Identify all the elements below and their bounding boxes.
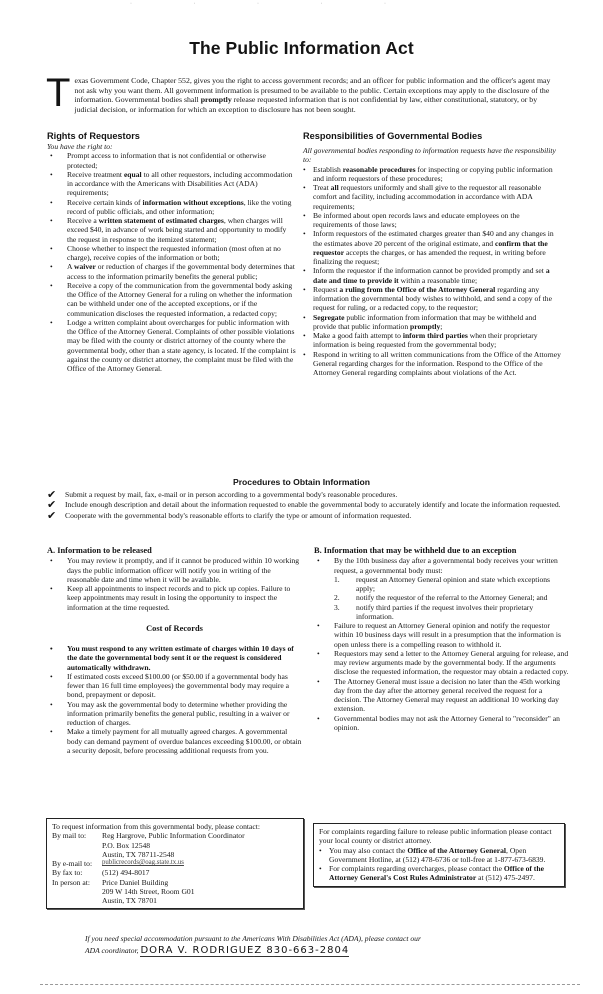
cost-list	[47, 644, 302, 755]
complaints-list	[319, 846, 559, 883]
responsibilities-list	[303, 165, 561, 378]
drop-cap: T	[46, 71, 71, 115]
section-b-item: • By the 10th business day after a governmental body receives your written request, a governmental body must:	[314, 556, 569, 575]
cost-item: • Make a timely payment for all mutually agreed charges. A governmental body can demand payment of overdue balances exceeding $100.00, or obtain a security deposit, before processing additional requests from you.	[47, 727, 302, 755]
procedure-item: ✔ Cooperate with the governmental body's reasonable efforts to clarify the type or amount of information requested.	[47, 508, 412, 522]
scan-artifact: · · · · ·	[130, 1, 416, 7]
cost-item: • You may ask the governmental body to determine whether providing the information primarily benefits the general public, resulting in a waiver or reduction of charges.	[47, 700, 302, 728]
contact-label: By e-mail to:	[52, 859, 93, 868]
checkmark-icon: ✔	[47, 508, 57, 522]
contact-label: By fax to:	[52, 868, 83, 878]
complaints-intro: For complaints regarding failure to release public information please contact your local county or district attorney.	[319, 827, 552, 846]
intro-paragraph: Texas Government Code, Chapter 552, gives you the right to access government records; and an officer for public information and the officer's agent may not ask why you want them. All government information is presumed to be available to the public. Certain exceptions may apply to the disclosure of the information. Governmental bodies shall promptly release requested information that is not confidential by law, either constitutional, statutory, or by judicial decision, or information for which an exception to disclosure has not been sought.	[46, 71, 551, 115]
rights-item: • Receive certain kinds of information without exceptions, like the voting record of public officials, and other information;	[47, 198, 297, 217]
section-b-list	[314, 556, 569, 575]
cost-item: • If estimated costs exceed $100.00 (or $50.00 if a governmental body has fewer than 16 full time employees) the governmental body may require a bond, prepayment or deposit.	[47, 672, 302, 700]
procedure-item: ✔ Include enough description and detail about the information requested to enable the governmental body to accurately identify and locate the information requested.	[47, 498, 561, 512]
responsibilities-section	[303, 131, 561, 377]
complaints-item: • For complaints regarding overcharges, please contact the Office of the Attorney General's Cost Rules Administrator at (512) 475-2497.	[319, 864, 559, 883]
complaints-item: • You may also contact the Office of the Attorney General, Open Government Hotline, at (512) 478-6736 or toll-free at 1-877-673-6839.	[319, 846, 559, 865]
contact-line: 209 W 14th Street, Room G01	[102, 886, 195, 896]
section-b-item: • Requestors may send a letter to the Attorney General arguing for release, and may review arguments made by the governmental body. If the arguments disclose the requested information, the requestor may obtain a redacted copy.	[314, 649, 569, 677]
ada-line-2: ADA coordinator, DORA V. RODRIGUEZ 830-663-2804	[85, 944, 350, 956]
contact-row	[52, 878, 298, 906]
section-b-step: 1. request an Attorney General opinion and state which exceptions apply;	[334, 574, 551, 593]
section-b-heading: B. Information that may be withheld due to an exception	[314, 546, 517, 555]
contact-row	[52, 831, 298, 859]
contact-heading: To request information from this governmental body, please contact:	[52, 822, 260, 831]
responsibilities-heading: Responsibilities of Governmental Bodies	[303, 131, 483, 141]
rights-subheading: You have the right to:	[47, 142, 113, 152]
contact-line: Austin, TX 78701	[102, 896, 157, 905]
rights-item: • Lodge a written complaint about overcharges for public information with the Office of the Attorney General. Complaints of other possible violations may be filed with the county or district attorney of the county where the governmental body, other than a state agency, is located. If the complaint is against the county or district attorney, the complaint must be filed with the Office of the Attorney General.	[47, 318, 297, 374]
rights-list	[47, 151, 297, 373]
ada-notice	[85, 934, 421, 957]
section-b-step: 2. notify the requestor of the referral to the Attorney General; and	[334, 593, 548, 603]
checkmark-icon: ✔	[47, 488, 57, 501]
section-b-item: • Failure to request an Attorney General opinion and notify the requestor within 10 business days will result in a presumption that the information is open unless there is a compelling reason to withhold it.	[314, 621, 569, 649]
responsibility-item: • Make a good faith attempt to inform third parties when their proprietary information is being requested from the governmental body;	[303, 331, 561, 350]
responsibility-item: • Respond in writing to all written communications from the Office of the Attorney General regarding charges for the information. Respond to the Office of the Attorney General regarding complaints about violations of the Act.	[303, 350, 561, 378]
contact-label: By mail to:	[52, 831, 87, 841]
rights-item: • Receive a copy of the communication from the governmental body asking the Office of the Attorney General for a ruling on whether the information can be withheld under one of the accepted exceptions, or if the communication discloses the requested information, a redacted copy;	[47, 281, 297, 318]
rights-heading: Rights of Requestors	[47, 131, 140, 141]
rights-item: • Prompt access to information that is not confidential or otherwise protected;	[47, 151, 297, 170]
rights-item: • Choose whether to inspect the requested information (most often at no charge), receive copies of the information or both;	[47, 244, 297, 263]
contact-line: Price Daniel Building	[102, 877, 169, 887]
contact-row	[52, 859, 298, 868]
complaints-box	[313, 823, 565, 887]
section-b	[314, 546, 569, 732]
procedure-item: ✔ Submit a request by mail, fax, e-mail or in person according to a governmental body's reasonable procedures.	[47, 488, 398, 501]
section-b-item: • Governmental bodies may not ask the Attorney General to "reconsider" an opinion.	[314, 714, 569, 733]
contact-line: Reg Hargrove, Public Information Coordinator	[102, 831, 245, 841]
responsibilities-subheading: All governmental bodies responding to information requests have the responsibility to:	[303, 146, 556, 165]
section-b-steps	[314, 575, 569, 621]
responsibility-item: • Treat all requestors uniformly and shall give to the requestor all reasonable comfort and facility, including accommodation in accordance with ADA requirements;	[303, 183, 561, 211]
responsibility-item: • Request a ruling from the Office of the Attorney General regarding any information the governmental body wishes to withhold, and send a copy of the request for ruling, or a redacted copy, to the requestor;	[303, 285, 561, 313]
contact-row	[52, 868, 298, 877]
contact-box	[46, 818, 304, 909]
contact-line: Austin, TX 78711-2548	[102, 849, 175, 859]
contact-value	[102, 868, 298, 877]
section-b-item: • The Attorney General must issue a decision no later than the 45th working day from the day after the attorney general received the request for a decision. The Attorney General may request an additional 10 working day extension.	[314, 677, 569, 714]
section-b-step: 3. notify third parties if the request involves their proprietary information.	[334, 602, 534, 621]
ada-line-1: If you need special accommodation pursuant to the Americans With Disabilities Act (ADA), please contact our	[85, 934, 421, 943]
responsibility-item: • Inform the requestor if the information cannot be provided promptly and set a date and time to provide it within a reasonable time;	[303, 266, 561, 285]
responsibility-item: • Be informed about open records laws and educate employees on the requirements of those laws;	[303, 211, 561, 230]
responsibility-item: • Establish reasonable procedures for inspecting or copying public information and inform requestors of these procedures;	[303, 165, 561, 184]
section-a-list	[47, 556, 302, 612]
page-edge-line	[40, 984, 580, 985]
checkmark-icon: ✔	[47, 498, 57, 512]
procedures-list	[47, 490, 567, 521]
contact-line: P.O. Box 12548	[102, 840, 151, 850]
contact-label: In person at:	[52, 877, 90, 887]
email-link[interactable]: publicrecords@oag.state.tx.us	[102, 859, 184, 866]
section-a	[47, 546, 302, 755]
page-title: The Public Information Act	[189, 38, 414, 58]
contact-line: (512) 494-8017	[102, 868, 150, 878]
contact-value	[102, 859, 298, 868]
contact-value	[102, 831, 298, 859]
rights-section	[47, 131, 297, 373]
cost-item: • You must respond to any written estimate of charges within 10 days of the date the governmental body sent it or the request is considered automatically withdrawn.	[47, 644, 302, 672]
responsibility-item: • Segregate public information from information that may be withheld and provide that public information promptly;	[303, 313, 561, 332]
handwritten-coordinator: DORA V. RODRIGUEZ 830-663-2804	[140, 944, 350, 956]
procedures-heading: Procedures to Obtain Information	[232, 477, 371, 487]
cost-heading: Cost of Records	[146, 623, 203, 633]
rights-item: • Receive treatment equal to all other requestors, including accommodation in accordance with the Americans with Disabilities Act (ADA) requirements;	[47, 170, 297, 198]
section-a-item: • Keep all appointments to inspect records and to pick up copies. Failure to keep appointments may result in losing the opportunity to inspect the information at the time requested.	[47, 584, 302, 612]
contact-rows	[52, 831, 298, 905]
contact-value	[102, 878, 298, 906]
section-a-item: • You may review it promptly, and if it cannot be produced within 10 working days the public information officer will notify you in writing of the reasonable date and time when it will be available.	[47, 556, 302, 584]
responsibility-item: • Inform requestors of the estimated charges greater than $40 and any changes in the estimates above 20 percent of the original estimate, and confirm that the requestor accepts the charges, or has amended the request, in writing before finalizing the request;	[303, 229, 561, 266]
rights-item: • Receive a written statement of estimated charges, when charges will exceed $40, in advance of work being started and opportunity to modify the request in response to the itemized statement;	[47, 216, 297, 244]
section-a-heading: A. Information to be released	[47, 546, 152, 555]
rights-item: • A waiver or reduction of charges if the governmental body determines that access to the information primarily benefits the general public;	[47, 262, 297, 281]
section-b-list-2	[314, 621, 569, 732]
